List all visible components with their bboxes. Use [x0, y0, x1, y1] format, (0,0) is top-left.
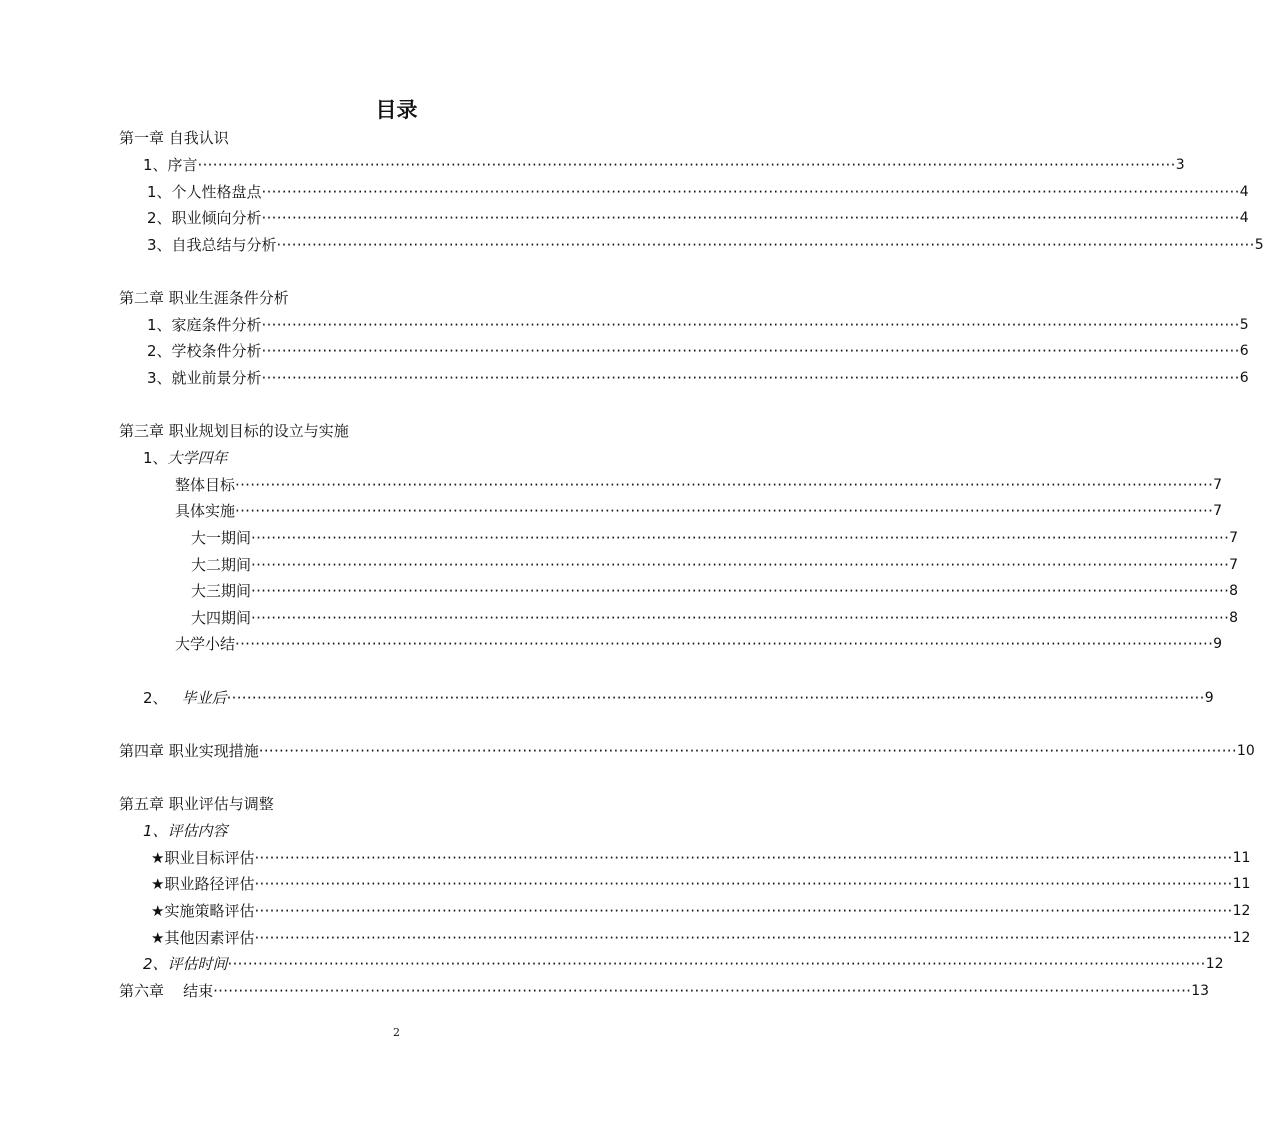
toc-entry-page: 13	[1191, 983, 1210, 999]
toc-entry[interactable]	[175, 473, 1223, 497]
toc-entry-label: ★职业目标评估	[151, 849, 255, 867]
leader-dots: ·································································································································································································	[254, 875, 1233, 893]
toc-entry[interactable]	[191, 553, 1239, 577]
toc-entry[interactable]	[151, 846, 1251, 870]
chapter-5-heading: 第五章 职业评估与调整	[119, 795, 274, 813]
toc-entry-page: 7	[1213, 477, 1223, 493]
toc-entry-page: 6	[1239, 370, 1249, 386]
toc-entry[interactable]	[151, 872, 1251, 896]
leader-dots: ·································································································································································································	[235, 635, 1214, 653]
toc-entry-label: ★职业路径评估	[151, 875, 255, 893]
leader-dots: ·································································································································································································	[261, 316, 1240, 334]
toc-entry-label: 大三期间	[191, 582, 252, 600]
toc-entry-page: 12	[1232, 903, 1251, 919]
section-heading: 1、评估内容	[143, 822, 228, 840]
toc-entry-page: 8	[1229, 583, 1239, 599]
toc-entry[interactable]	[175, 632, 1223, 656]
toc-entry-label: ★实施策略评估	[151, 902, 255, 920]
toc-entry-page: 5	[1239, 317, 1249, 333]
toc-entry[interactable]	[147, 206, 1249, 230]
chapter-1-heading: 第一章 自我认识	[119, 129, 229, 147]
leader-dots: ·································································································································································································	[261, 342, 1240, 360]
toc-entry-page: 7	[1229, 530, 1239, 546]
leader-dots: ·································································································································································································	[227, 955, 1206, 973]
toc-entry-page: 10	[1236, 743, 1255, 759]
toc-entry-page: 5	[1254, 237, 1264, 253]
leader-dots: ·································································································································································································	[261, 183, 1240, 201]
toc-entry-page: 12	[1205, 956, 1224, 972]
toc-entry-page: 3	[1175, 157, 1185, 173]
toc-entry-label: 1、个人性格盘点	[147, 183, 262, 201]
toc-entry-label: 3、自我总结与分析	[147, 236, 277, 254]
section-heading	[143, 446, 228, 470]
leader-dots: ·································································································································································································	[235, 502, 1214, 520]
toc-entry[interactable]	[191, 526, 1239, 550]
toc-entry-label: 大四期间	[191, 609, 252, 627]
chapter-3-heading: 第三章 职业规划目标的设立与实施	[119, 422, 349, 440]
toc-entry[interactable]	[119, 979, 1210, 1003]
leader-dots: ·································································································································································································	[254, 929, 1233, 947]
toc-entry-label: ★其他因素评估	[151, 929, 255, 947]
toc-entry-label: 大一期间	[191, 529, 252, 547]
toc-entry-page: 4	[1239, 184, 1249, 200]
toc-entry[interactable]	[151, 926, 1251, 950]
toc-entry[interactable]	[143, 686, 1214, 710]
leader-dots: ·································································································································································································	[261, 209, 1240, 227]
toc-entry[interactable]	[143, 952, 1224, 976]
toc-entry-label: 具体实施	[175, 502, 236, 520]
leader-dots: ·································································································································································································	[251, 582, 1230, 600]
toc-entry-page: 12	[1232, 930, 1251, 946]
leader-dots: ·································································································································································································	[258, 742, 1237, 760]
toc-entry-page: 6	[1239, 343, 1249, 359]
toc-entry[interactable]	[147, 313, 1249, 337]
page-title: 目录	[375, 98, 418, 122]
leader-dots: ·································································································································································································	[251, 609, 1230, 627]
toc-entry-label: 3、就业前景分析	[147, 369, 262, 387]
chapter-2-heading: 第二章 职业生涯条件分析	[119, 289, 289, 307]
leader-dots: ·································································································································································································	[251, 556, 1230, 574]
toc-entry-page: 9	[1204, 690, 1214, 706]
toc-entry-page: 4	[1239, 210, 1249, 226]
toc-entry-label: 1、家庭条件分析	[147, 316, 262, 334]
toc-entry-page: 11	[1232, 876, 1251, 892]
toc-entry[interactable]	[175, 499, 1223, 523]
toc-entry-label: 2、学校条件分析	[147, 342, 262, 360]
toc-entry[interactable]	[147, 339, 1249, 363]
leader-dots: ·································································································································································································	[226, 689, 1205, 707]
toc-entry-label: 2、评估时间	[143, 955, 228, 973]
toc-entry-label: 1、序言	[143, 156, 198, 174]
toc-entry-label: 整体目标	[175, 476, 236, 494]
toc-entry-page: 7	[1213, 503, 1223, 519]
section-number: 1、	[143, 449, 168, 467]
toc-entry-label: 毕业后	[181, 689, 227, 707]
toc-entry[interactable]	[147, 366, 1249, 390]
toc-entry[interactable]	[191, 606, 1239, 630]
toc-entry-page: 8	[1229, 610, 1239, 626]
toc-entry[interactable]	[151, 899, 1251, 923]
toc-entry[interactable]	[147, 180, 1249, 204]
leader-dots: ·································································································································································································	[254, 849, 1233, 867]
toc-entry[interactable]	[191, 579, 1239, 603]
toc-entry-page: 7	[1229, 557, 1239, 573]
toc-entry-label: 第六章 结束	[119, 982, 214, 1000]
section-number: 2、	[143, 689, 168, 707]
toc-entry[interactable]	[119, 739, 1255, 763]
toc-entry-label: 大学小结	[175, 635, 236, 653]
leader-dots: ·································································································································································································	[261, 369, 1240, 387]
leader-dots: ·································································································································································································	[251, 529, 1230, 547]
leader-dots: ·································································································································································································	[254, 902, 1233, 920]
toc-entry[interactable]	[147, 233, 1264, 257]
leader-dots: ·································································································································································································	[235, 476, 1214, 494]
toc-entry-label: 大二期间	[191, 556, 252, 574]
leader-dots: ·································································································································································································	[213, 982, 1192, 1000]
toc-entry-label: 2、职业倾向分析	[147, 209, 262, 227]
page-number: 2	[393, 1026, 400, 1039]
toc-entry-page: 11	[1232, 850, 1251, 866]
toc-entry-page: 9	[1213, 636, 1223, 652]
toc-entry[interactable]	[143, 153, 1185, 177]
leader-dots: ·································································································································································································	[276, 236, 1255, 254]
toc-entry-label: 第四章 职业实现措施	[119, 742, 259, 760]
leader-dots: ·································································································································································································	[197, 156, 1176, 174]
section-label: 大学四年	[167, 449, 228, 467]
